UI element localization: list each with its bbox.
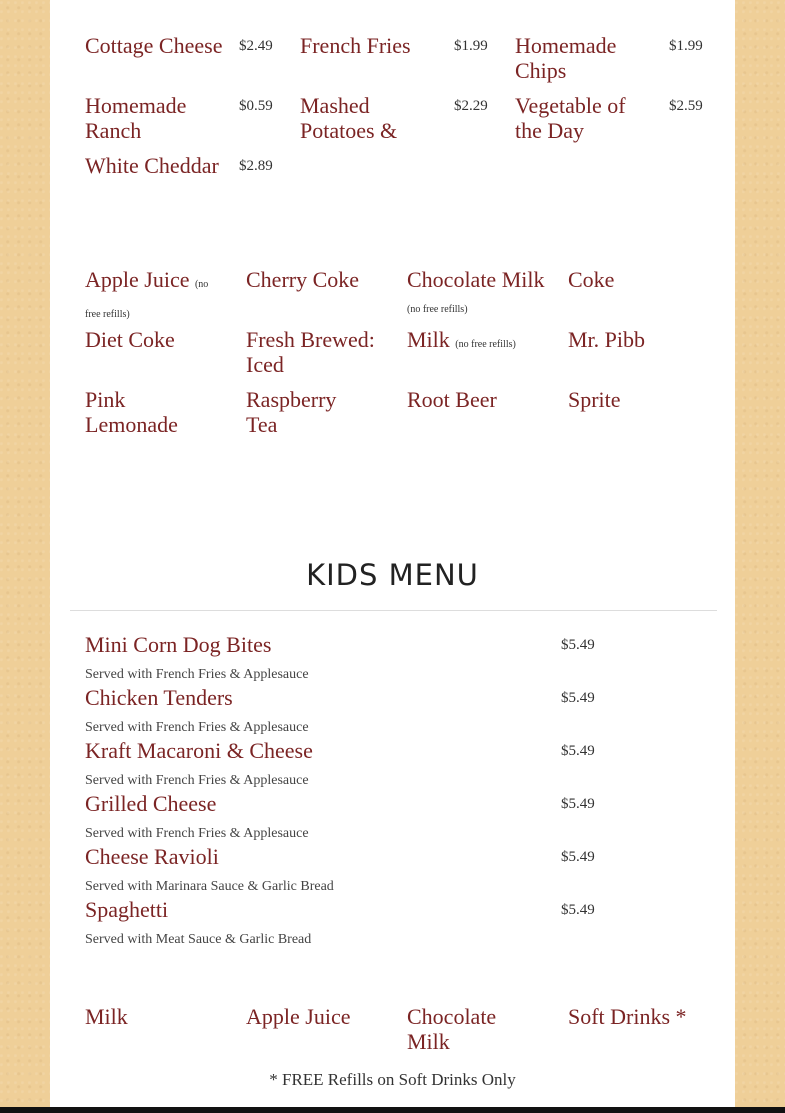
kids-item-price: $5.49 bbox=[561, 796, 595, 812]
kids-item-desc: Served with French Fries & Applesauce bbox=[85, 720, 309, 735]
item-price: $0.59 bbox=[239, 98, 273, 114]
kids-drink: Chocolate Milk bbox=[407, 1004, 497, 1054]
kids-item-desc: Served with French Fries & Applesauce bbox=[85, 826, 309, 841]
drink-name: Chocolate Milk bbox=[407, 267, 545, 292]
drink-name: Pink Lemonade bbox=[85, 387, 178, 437]
drink-note: (no free refills) bbox=[455, 339, 516, 350]
drink-item bbox=[85, 267, 225, 327]
drink-item bbox=[407, 387, 547, 412]
bottom-bar bbox=[0, 1107, 785, 1113]
item-name: White Cheddar bbox=[85, 153, 219, 178]
kids-item-price: $5.49 bbox=[561, 902, 595, 918]
kids-item-price: $5.49 bbox=[561, 743, 595, 759]
drink-item bbox=[568, 327, 708, 352]
drink-name: Diet Coke bbox=[85, 327, 175, 352]
drink-name: Fresh Brewed: Iced bbox=[246, 327, 375, 377]
item-price: $2.29 bbox=[454, 98, 488, 114]
section-divider bbox=[70, 610, 717, 611]
kids-item-price: $5.49 bbox=[561, 849, 595, 865]
kids-drink: Apple Juice bbox=[246, 1004, 351, 1029]
kids-item-name: Mini Corn Dog Bites bbox=[85, 632, 272, 657]
kids-item-name: Spaghetti bbox=[85, 897, 169, 922]
drink-name: Sprite bbox=[568, 387, 621, 412]
item-name: Vegetable of the Day bbox=[515, 93, 626, 143]
item-price: $1.99 bbox=[454, 38, 488, 54]
drink-name: Mr. Pibb bbox=[568, 327, 646, 352]
item-name: Homemade Chips bbox=[515, 33, 617, 83]
kids-item-desc: Served with Meat Sauce & Garlic Bread bbox=[85, 932, 312, 947]
kids-item-desc: Served with French Fries & Applesauce bbox=[85, 667, 309, 682]
kids-item-name: Grilled Cheese bbox=[85, 791, 217, 816]
drink-name: Milk bbox=[407, 327, 450, 352]
item-price: $2.89 bbox=[239, 158, 273, 174]
kids-drink: Milk bbox=[85, 1004, 128, 1029]
item-name: Cottage Cheese bbox=[85, 33, 223, 58]
item-price: $1.99 bbox=[669, 38, 703, 54]
drink-item bbox=[85, 327, 225, 352]
drink-name: Coke bbox=[568, 267, 615, 292]
drink-name: Raspberry Tea bbox=[246, 387, 337, 437]
drink-item bbox=[407, 267, 547, 322]
drink-name: Apple Juice bbox=[85, 267, 190, 292]
item-price: $2.59 bbox=[669, 98, 703, 114]
item-price: $2.49 bbox=[239, 38, 273, 54]
drink-item bbox=[568, 267, 708, 292]
drink-item bbox=[85, 387, 205, 437]
drink-item bbox=[246, 387, 366, 437]
item-name: French Fries bbox=[300, 33, 411, 58]
kids-menu-title: KIDS MENU bbox=[306, 558, 479, 592]
item-name: Mashed Potatoes & bbox=[300, 93, 398, 143]
kids-item-price: $5.49 bbox=[561, 690, 595, 706]
item-name: Homemade Ranch bbox=[85, 93, 187, 143]
drink-note: (no free refills) bbox=[85, 279, 209, 320]
kids-drink: Soft Drinks * bbox=[568, 1004, 687, 1029]
kids-item-price: $5.49 bbox=[561, 637, 595, 653]
drink-item bbox=[246, 267, 386, 292]
drink-note: (no free refills) bbox=[407, 304, 468, 315]
refills-footnote: * FREE Refills on Soft Drinks Only bbox=[269, 1070, 516, 1089]
kids-item-name: Cheese Ravioli bbox=[85, 844, 219, 869]
kids-item-name: Kraft Macaroni & Cheese bbox=[85, 738, 313, 763]
menu-page bbox=[50, 0, 735, 1107]
drink-name: Root Beer bbox=[407, 387, 497, 412]
kids-item-desc: Served with French Fries & Applesauce bbox=[85, 773, 309, 788]
drink-item bbox=[568, 387, 708, 412]
kids-item-name: Chicken Tenders bbox=[85, 685, 233, 710]
drink-item bbox=[407, 327, 557, 357]
drink-item bbox=[246, 327, 376, 377]
kids-item-desc: Served with Marinara Sauce & Garlic Bread bbox=[85, 879, 334, 894]
drink-name: Cherry Coke bbox=[246, 267, 360, 292]
